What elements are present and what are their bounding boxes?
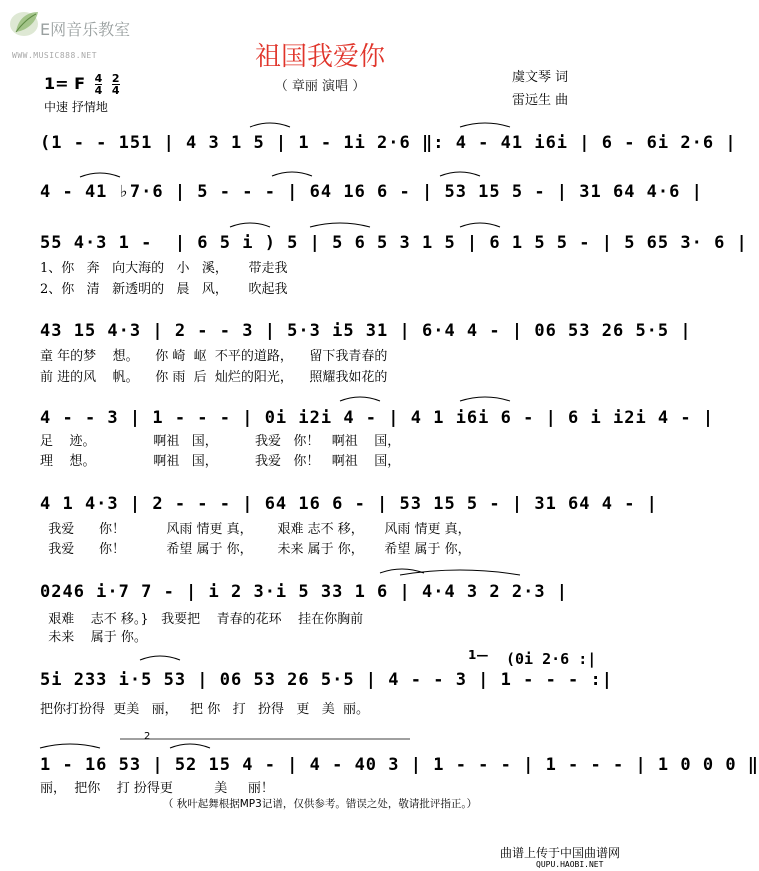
lyric-verse-2: 理 想。 啊祖 国， 我爱 你！ 啊祖 国， (40, 454, 401, 469)
source-url: QUPU.HAOBI.NET (536, 860, 604, 869)
tempo-marking: 中速 抒情地 (44, 100, 108, 114)
lyric-verse-2: 前 进的风 帆。 你 雨 后 灿烂的阳光， 照耀我如花的 (40, 370, 388, 385)
performer: （ 章丽 演唱 ） (274, 79, 366, 94)
notation: 4 - - 3 | 1 - - - | 0i i2i 4 - | 4 1 i6i 6 - | 6 i i2i 4 - | (40, 408, 715, 428)
notation: 4 1 4·3 | 2 - - - | 64 16 6 - | 53 15 5 - | 31 64 4 - | (40, 494, 658, 514)
site-name: E网音乐教室 (40, 20, 131, 39)
notation: 4 - 41 ♭7·6 | 5 - - - | 64 16 6 - | 53 15 5 - | 31 64 4·6 | (40, 182, 703, 202)
notation: 1 - 16 53 | 52 15 4 - | 4 - 40 3 | 1 - - - | 1 - - - | 1 0 0 0 ‖ (40, 755, 759, 775)
lyric-verse-1: 足 迹。 啊祖 国， 我爱 你！ 啊祖 国， (40, 434, 401, 449)
lyricist: 虞文琴 词 (512, 70, 569, 85)
song-title: 祖国我爱你 (254, 42, 385, 72)
key-label: 1= F (44, 74, 86, 93)
site-url: WWW.MUSIC888.NET (12, 51, 98, 60)
source-credit: 曲谱上传于中国曲谱网 (500, 846, 621, 860)
notation: (1 - - 151 | 4 3 1 5 | 1 - 1i 2·6 ‖: 4 - 41 i6i | 6 - 6i 2·6 | (40, 133, 737, 153)
transcription-note: （ 秋叶起舞根据MP3记谱，仅供参考。错误之处，敬请批评指正。） (162, 798, 478, 810)
notation: 43 15 4·3 | 2 - - 3 | 5·3 i5 31 | 6·4 4 - | 06 53 26 5·5 | (40, 321, 692, 341)
time-signature-1: $\frac{4}{4}$ (94, 72, 103, 97)
volta-1-label: 1— (468, 648, 489, 662)
notation: 0246 i·7 7 - | i 2 3·i 5 33 1 6 | 4·4 3 2 2·3 | (40, 582, 569, 602)
lyric-verse-2: 未来 属于 你。 (40, 630, 147, 645)
time-signature-2: $\frac{2}{4}$ (111, 72, 120, 97)
lyric-verse-1: 1、你 奔 向大海的 小 溪， 带走我 (40, 261, 288, 276)
notation: 5i 233 i·5 53 | 06 53 26 5·5 | 4 - - 3 | 1 - - - :| (40, 670, 613, 690)
composer: 雷远生 曲 (512, 93, 569, 108)
slur-marks (40, 0, 600, 871)
lyric-verse-1: 艰难 志不 移。} 我要把 青春的花环 挂在你胸前 (40, 612, 364, 627)
lyric-verse-1: 丽， 把你 打 扮得更 美 丽！ (40, 781, 274, 796)
lyric-verse-1: 把你打扮得 更美 丽， 把 你 打 扮得 更 美 丽。 (40, 702, 370, 717)
lyric-verse-2: 我爱 你！ 希望 属于 你， 未来 属于 你， 希望 属于 你， (40, 542, 471, 557)
lyric-verse-2: 2、你 清 新透明的 晨 风， 吹起我 (40, 282, 288, 297)
volta-2-label: 2 (144, 731, 151, 742)
leaf-logo-icon (8, 6, 42, 40)
notation: 55 4·3 1 - | 6 5 i ) 5 | 5 6 5 3 1 5 | 6 1 5 5 - | 5 65 3· 6 | (40, 233, 748, 253)
volta-notation: (0i 2·6 :| (506, 650, 597, 668)
lyric-verse-1: 我爱 你！ 风雨 情更 真， 艰难 志不 移， 风雨 情更 真， (40, 522, 471, 537)
lyric-verse-1: 童 年的梦 想。 你 崎 岖 不平的道路， 留下我青春的 (40, 349, 388, 364)
